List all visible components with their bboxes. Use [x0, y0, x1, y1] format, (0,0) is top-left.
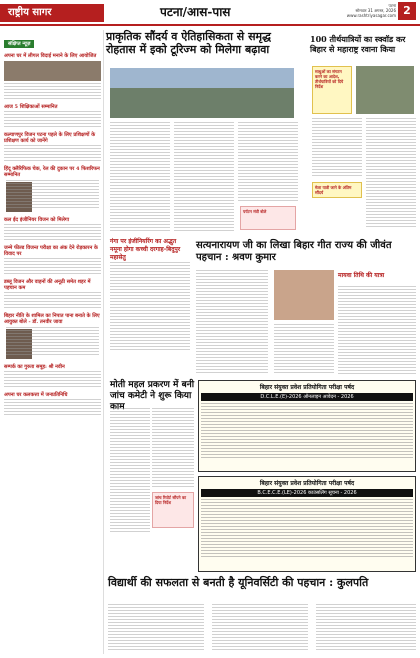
main-highlight: पर्यटन मंत्री बोले: [240, 206, 296, 230]
bottom-text: [108, 604, 204, 652]
bottom-headline: विद्यार्थी की सफलता से बनती है यूनिवर्सिटी की पहचान : कुलपति: [108, 576, 369, 589]
story-three-headline: सत्यनारायण जी का लिखा बिहार गीत राज्य की जीवंत पहचान : श्रवण कुमार: [196, 240, 392, 263]
story-four-text: [110, 408, 150, 532]
ad-bcece-one: [198, 380, 416, 472]
bottom-text: [316, 604, 416, 652]
side-headline: 100 तीर्थयात्रियों का स्क्वॉड कर बिहार से महाराष्ट्र रवाना किया: [310, 34, 406, 54]
story-three-photo: [274, 270, 334, 320]
left-text: [4, 111, 101, 129]
left-headline: डब्लू विजन और वाहनों की अनूठी समेत शहर में पहचान कम: [4, 279, 91, 291]
left-text: [4, 292, 101, 310]
left-headline: अपना घर कलकत्ता में जनप्रतिनिधि: [4, 392, 68, 398]
section-label: संक्षिप्त न्यूज़: [4, 40, 34, 48]
page-meta: पटना सोमवार 31 अगस्त, 2026 www.rashtriyasagar.com: [346, 3, 396, 18]
bottom-text: [212, 604, 308, 652]
left-text: [6, 327, 99, 357]
story-three-text: [274, 324, 334, 374]
side-photo: [356, 66, 414, 114]
ad-title: बिहार संयुक्त प्रवेश प्रतियोगिता परीक्षा पर्षद: [259, 480, 355, 487]
left-headline: हिंदू क्लैरिफिक चेक, रेल की दुकान पर 4 फिशरिफन सम्मानित: [4, 166, 100, 178]
story-four-text: [152, 408, 194, 488]
story-three-text: [338, 286, 416, 374]
left-headline: कल ईद इंजीनियर विजन को मिलेगा: [4, 217, 69, 223]
left-text: [4, 83, 101, 101]
side-box: साधुओं का संगठन करने का आदेश, तीर्थयात्रियों को दिये निर्देश: [312, 66, 352, 114]
story-two-headline: गंगा पर इंजीनियरिंग का अद्भुत नमूना होगा कच्ची दरगाह-बिदुपुर महासेतु: [110, 238, 181, 261]
left-headline: बिहार नीति के शामिल का निपात पाना बनाते के लिए आयुक्त बोले - डॉ. तनवीर जावा: [4, 313, 100, 325]
left-text: [4, 371, 101, 389]
ad-bar: D.C.L.E.(E)-2026 ऑनलाइन आवेदन - 2026: [201, 393, 413, 401]
page-number: 2: [398, 2, 416, 20]
masthead: [0, 0, 420, 30]
section-title: पटना/आस-पास: [160, 5, 231, 19]
main-headline-line1: प्राकृतिक सौंदर्य व ऐतिहासिकता से समृद्ध: [106, 30, 271, 43]
main-text: [238, 122, 298, 202]
ad-bcece-two: [198, 476, 416, 572]
left-text: [6, 180, 99, 210]
masthead-rule: [0, 24, 420, 26]
left-headline: कल्याणपुर विजन पटना पहले के लिए प्रशिक्षणों के प्रशिक्षण कार्य को जानेंगे: [4, 132, 96, 144]
side-text: [312, 118, 362, 178]
story-four-highlight: जांच रिपोर्ट सौंपने का दिया निर्देश: [152, 492, 194, 528]
main-text: [110, 122, 170, 232]
left-text: [4, 399, 101, 417]
ad-body: [201, 403, 413, 459]
left-column: [2, 30, 104, 654]
paper-name: राष्ट्रीय सागर: [0, 4, 104, 22]
left-headline: जन्मे फील्ड विजन्त परीक्षा का अंक देने रोड़कारन के विवाद पर: [4, 245, 98, 257]
left-photo: [4, 61, 101, 81]
left-headline: आज 5 शिक्षिकाओं सम्मानित: [4, 104, 58, 110]
main-headline: [106, 30, 306, 64]
ad-body: [201, 499, 413, 559]
left-text: [4, 145, 101, 163]
ad-bar: B.C.E.C.E.(LE)-2026 काउंसलिंग सूचना - 2026: [201, 489, 413, 497]
story-three-text: [196, 270, 268, 374]
story-four-headline: मोती महल प्रकरण में बनी जांच कमेटी ने शुरू किया काम: [110, 380, 195, 412]
story-three-kicker: मायवा तिथि की यात्रा: [338, 272, 385, 279]
left-text: [4, 224, 101, 242]
main-photo: [110, 68, 294, 118]
story-two-text: [110, 262, 190, 352]
ad-title: बिहार संयुक्त प्रवेश प्रतियोगिता परीक्षा पर्षद: [259, 384, 355, 391]
side-box: मेला यात्री जाने के अंतिम सौंदर्य: [312, 182, 362, 198]
main-headline-line2: रोहतास में इको टूरिज्म को मिलेगा बढ़ावा: [106, 43, 270, 56]
left-headline: अपना घर में लीगल विदाई मनाने के लिए आयोजित: [4, 53, 97, 59]
left-text: [4, 258, 101, 276]
main-text: [174, 122, 234, 232]
side-text: [366, 118, 416, 228]
left-headline: सम्पर्क का गुरुता समूह: श्री नवीन: [4, 364, 65, 370]
